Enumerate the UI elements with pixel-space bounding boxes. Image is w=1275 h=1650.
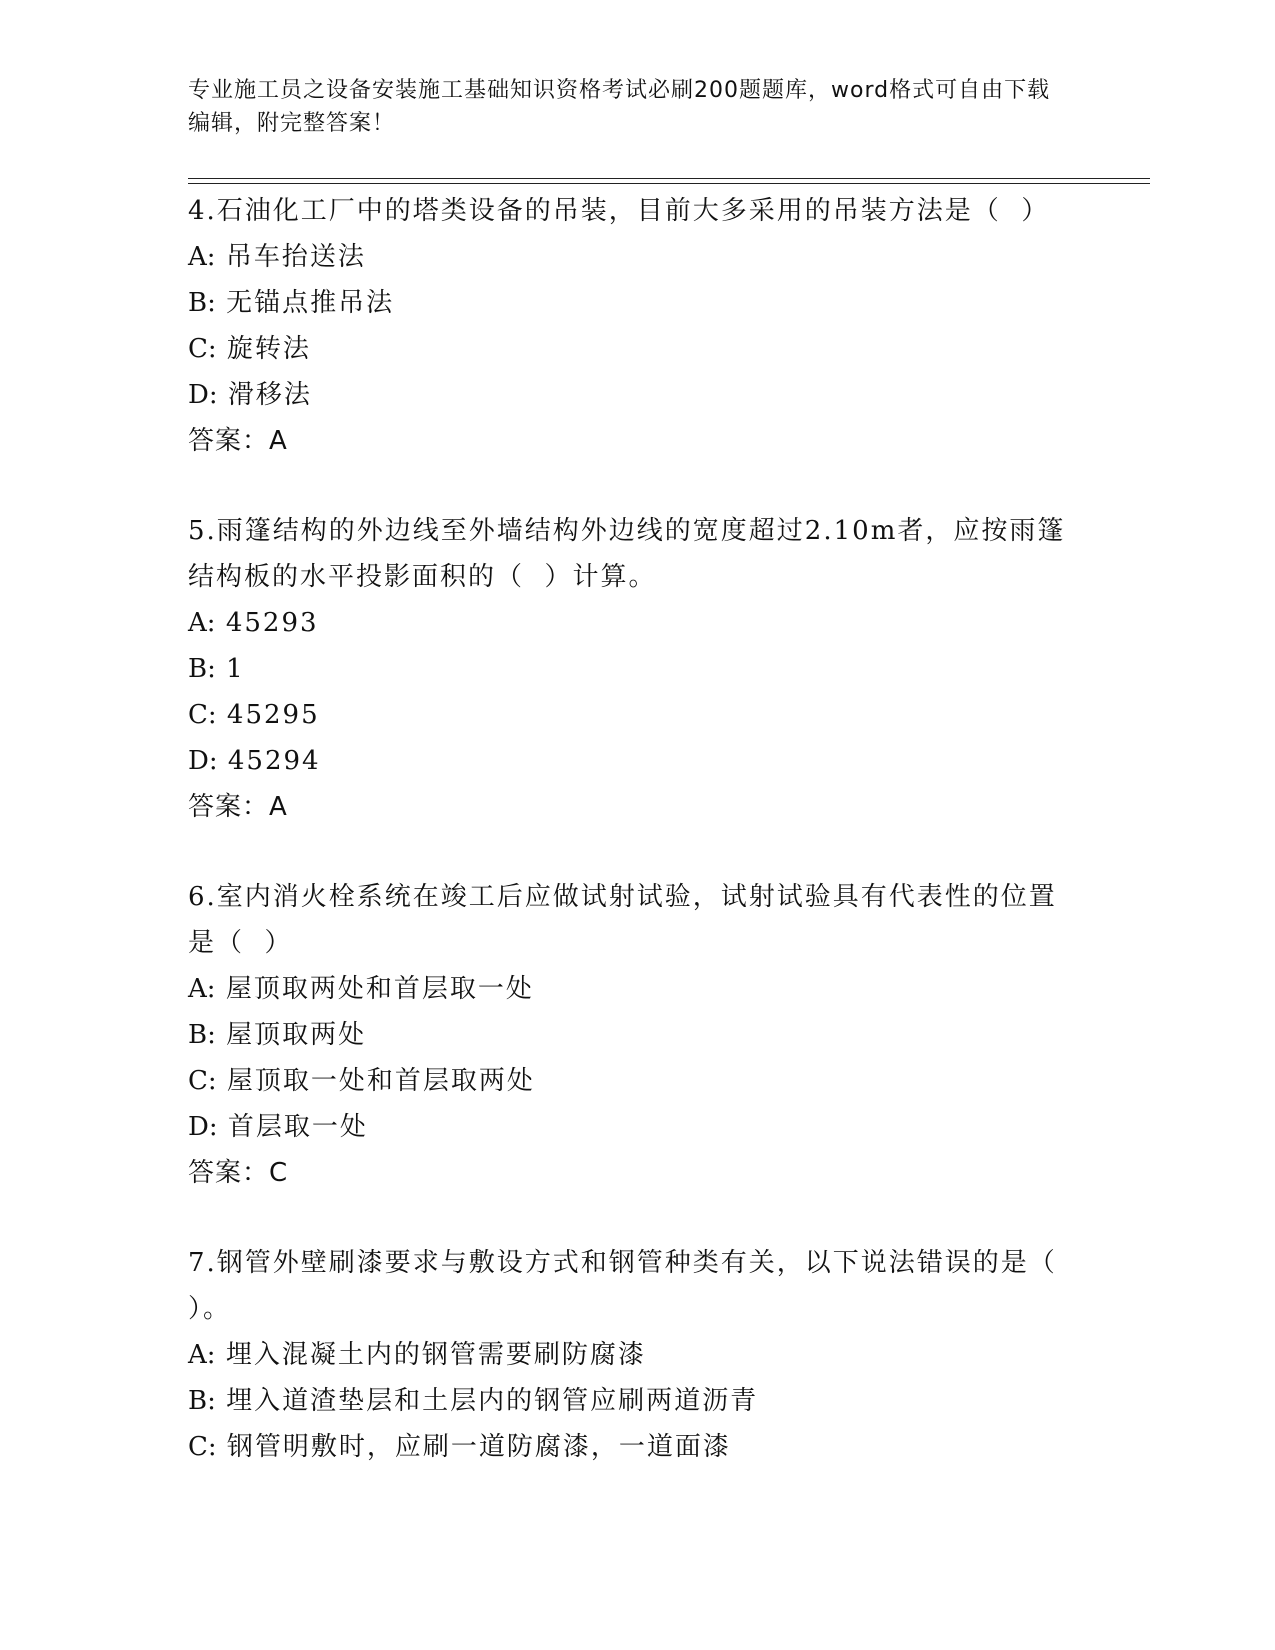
option-letter: C:: [188, 700, 217, 730]
option-a: [188, 234, 1068, 280]
option-letter: D:: [188, 1112, 218, 1142]
question-stem: 6.室内消火栓系统在竣工后应做试射试验，试射试验具有代表性的位置是（ ）: [188, 882, 1057, 958]
answer-line: 答案：A: [188, 792, 288, 822]
header-divider: [188, 178, 1150, 184]
option-b: [188, 1012, 1068, 1058]
option-letter: D:: [188, 380, 218, 410]
question-list: [188, 188, 1078, 1470]
option-text: 45295: [226, 700, 320, 730]
option-a: [188, 600, 1068, 646]
option-text: 屋顶取一处和首层取两处: [226, 1066, 535, 1096]
document-header: 专业施工员之设备安装施工基础知识资格考试必刷200题题库，word格式可自由下载编辑，附完整答案！: [188, 78, 1051, 136]
option-letter: A:: [188, 242, 216, 272]
option-letter: B:: [188, 654, 216, 684]
option-d: [188, 738, 1068, 784]
option-letter: D:: [188, 746, 218, 776]
option-d: [188, 372, 1068, 418]
option-letter: A:: [188, 1340, 216, 1370]
option-text: 首层取一处: [227, 1112, 368, 1142]
option-letter: C:: [188, 1066, 217, 1096]
question-6: [188, 874, 1068, 1196]
option-a: [188, 1332, 1068, 1378]
option-a: [188, 966, 1068, 1012]
option-text: 屋顶取两处: [226, 1020, 367, 1050]
option-letter: B:: [188, 288, 216, 318]
option-text: 无锚点推吊法: [226, 288, 395, 318]
option-text: 1: [226, 654, 245, 684]
question-stem: 5.雨篷结构的外边线至外墙结构外边线的宽度超过2.10m者，应按雨篷结构板的水平投影面积的（ ）计算。: [188, 516, 1066, 592]
option-letter: C:: [188, 1432, 217, 1462]
question-5: [188, 508, 1068, 830]
question-stem: 4.石油化工厂中的塔类设备的吊装，目前大多采用的吊装方法是（ ）: [188, 196, 1050, 226]
option-c: [188, 1424, 1068, 1470]
option-text: 45294: [227, 746, 321, 776]
option-c: [188, 692, 1068, 738]
option-text: 钢管明敷时，应刷一道防腐漆，一道面漆: [226, 1432, 731, 1462]
question-7: [188, 1240, 1078, 1470]
option-text: 埋入混凝土内的钢管需要刷防腐漆: [225, 1340, 646, 1370]
option-text: 埋入道渣垫层和土层内的钢管应刷两道沥青: [226, 1386, 759, 1416]
option-b: [188, 280, 1068, 326]
divider-line: [188, 183, 1150, 184]
option-text: 45293: [225, 608, 319, 638]
divider-line: [188, 178, 1150, 179]
option-text: 旋转法: [226, 334, 311, 364]
option-letter: B:: [188, 1020, 216, 1050]
option-b: [188, 1378, 1068, 1424]
question-stem: 7.钢管外壁刷漆要求与敷设方式和钢管种类有关，以下说法错误的是（ ）。: [188, 1248, 1078, 1324]
option-letter: B:: [188, 1386, 216, 1416]
option-b: [188, 646, 1068, 692]
option-letter: A:: [188, 608, 216, 638]
option-text: 屋顶取两处和首层取一处: [225, 974, 534, 1004]
option-c: [188, 326, 1068, 372]
option-c: [188, 1058, 1068, 1104]
option-letter: C:: [188, 334, 217, 364]
option-d: [188, 1104, 1068, 1150]
option-letter: A:: [188, 974, 216, 1004]
option-text: 吊车抬送法: [225, 242, 366, 272]
answer-line: 答案：C: [188, 1158, 289, 1188]
question-4: [188, 188, 1068, 464]
answer-line: 答案：A: [188, 426, 288, 456]
option-text: 滑移法: [227, 380, 312, 410]
